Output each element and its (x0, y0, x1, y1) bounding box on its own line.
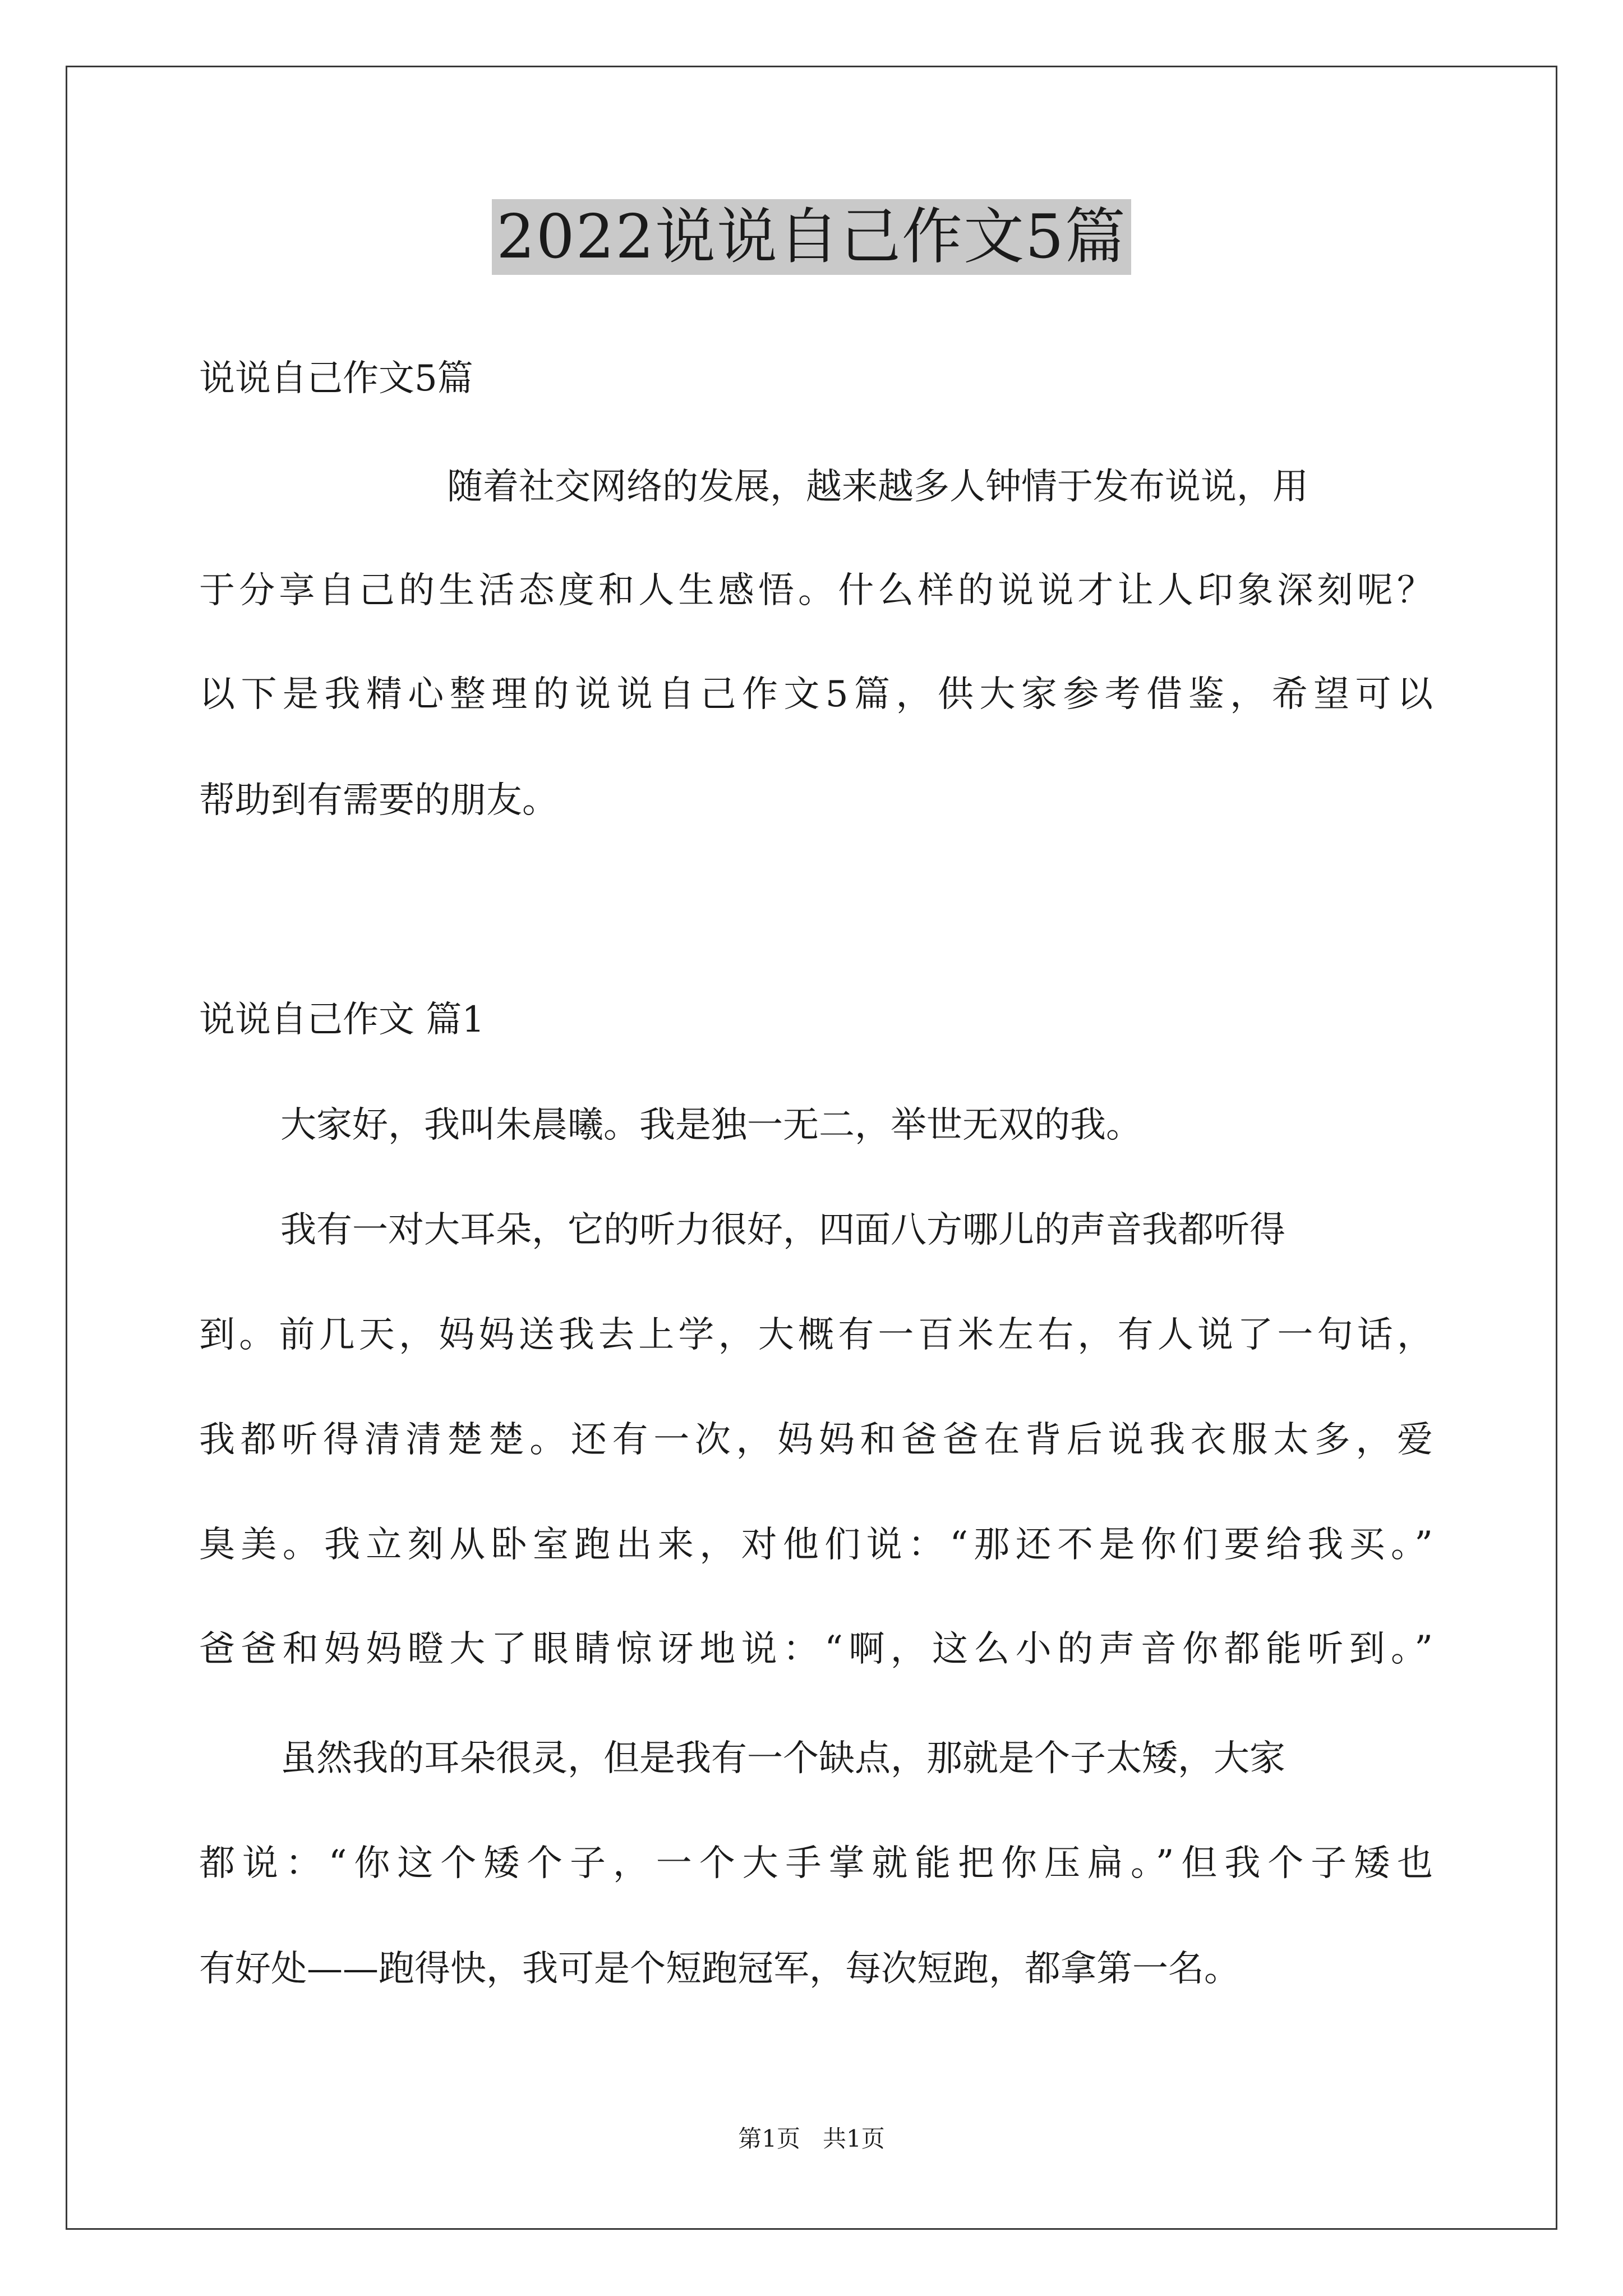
body-line-3: 到。前几天，妈妈送我去上学，大概有一百米左右，有人说了一句话， (199, 1314, 1433, 1356)
intro-line-4: 帮助到有需要的朋友。 (199, 780, 558, 821)
title-wrap (0, 199, 1623, 275)
body-line-6: 爸爸和妈妈瞪大了眼睛惊讶地说：“啊，这么小的声音你都能听到。” (199, 1628, 1433, 1670)
body-line-2: 我有一对大耳朵，它的听力很好，四面八方哪儿的声音我都听得 (280, 1209, 1285, 1251)
intro-line-2: 于分享自己的生活态度和人生感悟。什么样的说说才让人印象深刻呢？ (199, 570, 1433, 611)
body-line-9: 有好处——跑得快，我可是个短跑冠军，每次短跑，都拿第一名。 (199, 1948, 1240, 1990)
intro-line-3: 以下是我精心整理的说说自己作文5篇，供大家参考借鉴，希望可以 (199, 674, 1433, 715)
body-line-4: 我都听得清清楚楚。还有一次，妈妈和爸爸在背后说我衣服太多，爱 (199, 1419, 1433, 1461)
document-subtitle: 说说自己作文5篇 (199, 358, 473, 399)
body-line-1: 大家好，我叫朱晨曦。我是独一无二，举世无双的我。 (280, 1105, 1142, 1146)
document-title: 2022说说自己作文5篇 (492, 199, 1131, 275)
body-line-8: 都说：“你这个矮个子，一个大手掌就能把你压扁。”但我个子矮也 (199, 1843, 1433, 1884)
page-footer: 第1页 共1页 (738, 2125, 885, 2152)
body-line-7: 虽然我的耳朵很灵，但是我有一个缺点，那就是个子太矮，大家 (280, 1738, 1285, 1779)
section-heading: 说说自己作文 篇1 (199, 999, 485, 1041)
intro-line-1: 随着社交网络的发展，越来越多人钟情于发布说说，用 (447, 466, 1308, 508)
body-line-5: 臭美。我立刻从卧室跑出来，对他们说：“那还不是你们要给我买。” (199, 1524, 1433, 1566)
